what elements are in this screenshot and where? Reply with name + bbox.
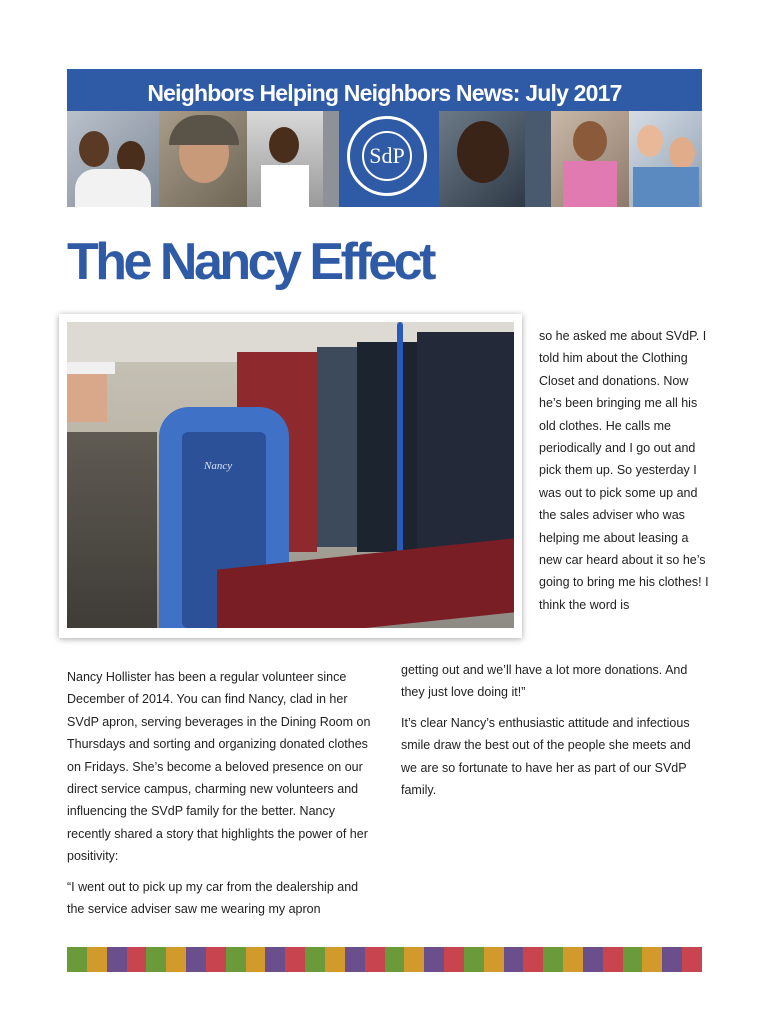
color-bar-segment [642,947,662,972]
article-paragraph: “I went out to pick up my car from the dealership and the service adviser saw me wearing my apron [67,879,359,917]
color-bar-segment [523,947,543,972]
volunteer-photo-3 [247,111,323,207]
color-bar-segment [87,947,107,972]
color-bar-segment [583,947,603,972]
color-bar-segment [265,947,285,972]
color-bar-segment [464,947,484,972]
newsletter-banner [67,69,702,207]
color-bar-segment [623,947,643,972]
article-paragraph: getting out and we’ll have a lot more donations. And they just love doing it!” [401,663,688,700]
volunteer-photo-8 [629,111,702,207]
color-bar-segment [206,947,226,972]
color-bar-segment [285,947,305,972]
article-paragraph: It’s clear Nancy’s enthusiastic attitude and infectious smile draw the best out of the people she meets and we are so fortunate to have her as part of our SVdP family. [401,715,691,798]
color-bar-segment [127,947,147,972]
main-photo [67,322,514,628]
color-bar-segment [444,947,464,972]
volunteer-photo-2 [159,111,247,207]
color-bar-segment [424,947,444,972]
photo-strip [67,111,702,207]
color-bar-segment [662,947,682,972]
color-bar-segment [603,947,623,972]
article-left-column [67,666,372,928]
volunteer-photo-1 [67,111,159,207]
volunteer-photo-7 [551,111,629,207]
volunteer-photo-5 [439,111,525,207]
color-bar-segment [365,947,385,972]
article-headline: The Nancy Effect [67,233,433,291]
color-bar-segment [305,947,325,972]
color-bar-segment [543,947,563,972]
main-photo-frame [59,314,522,638]
color-bar-segment [404,947,424,972]
color-bar-segment [67,947,87,972]
volunteer-photo-4 [323,111,339,207]
color-bar-segment [563,947,583,972]
newsletter-title: Neighbors Helping Neighbors News: July 2017 [147,80,622,106]
article-wide-column [401,659,706,809]
volunteer-photo-6 [525,111,551,207]
apron-text: Nancy [204,460,233,472]
color-bar-segment [504,947,524,972]
svdp-logo [339,111,439,207]
article-paragraph: Nancy Hollister has been a regular volunteer since December of 2014. You can find Nancy, clad in her SVdP apron, serving beverages in the Dining Room on Thursdays and sorting and organizing donated clothes on Fridays. She’s become a beloved presence on our direct service campus, charming new volunteers and influencing the SVdP family for the better. Nancy recently shared a story that highlights the power of her positivity: [67,670,371,864]
color-bar-segment [107,947,127,972]
color-bar-segment [166,947,186,972]
color-bar-segment [345,947,365,972]
color-bar-segment [484,947,504,972]
decorative-color-bar [67,947,702,972]
color-bar-segment [682,947,702,972]
color-bar-segment [246,947,266,972]
color-bar-segment [325,947,345,972]
logo-monogram: SdP [362,131,412,181]
color-bar-segment [186,947,206,972]
color-bar-segment [146,947,166,972]
article-right-column: so he asked me about SVdP. I told him about the Clothing Closet and donations. Now he’s been bringing me all his old clothes. He calls me periodically and I go out and pick them up. So yesterday I was out to pick some up and the sales adviser who was helping me about leasing a new car heard about it so he’s going to bring me his clothes! I think the word is [539,329,709,612]
color-bar-segment [385,947,405,972]
color-bar-segment [226,947,246,972]
